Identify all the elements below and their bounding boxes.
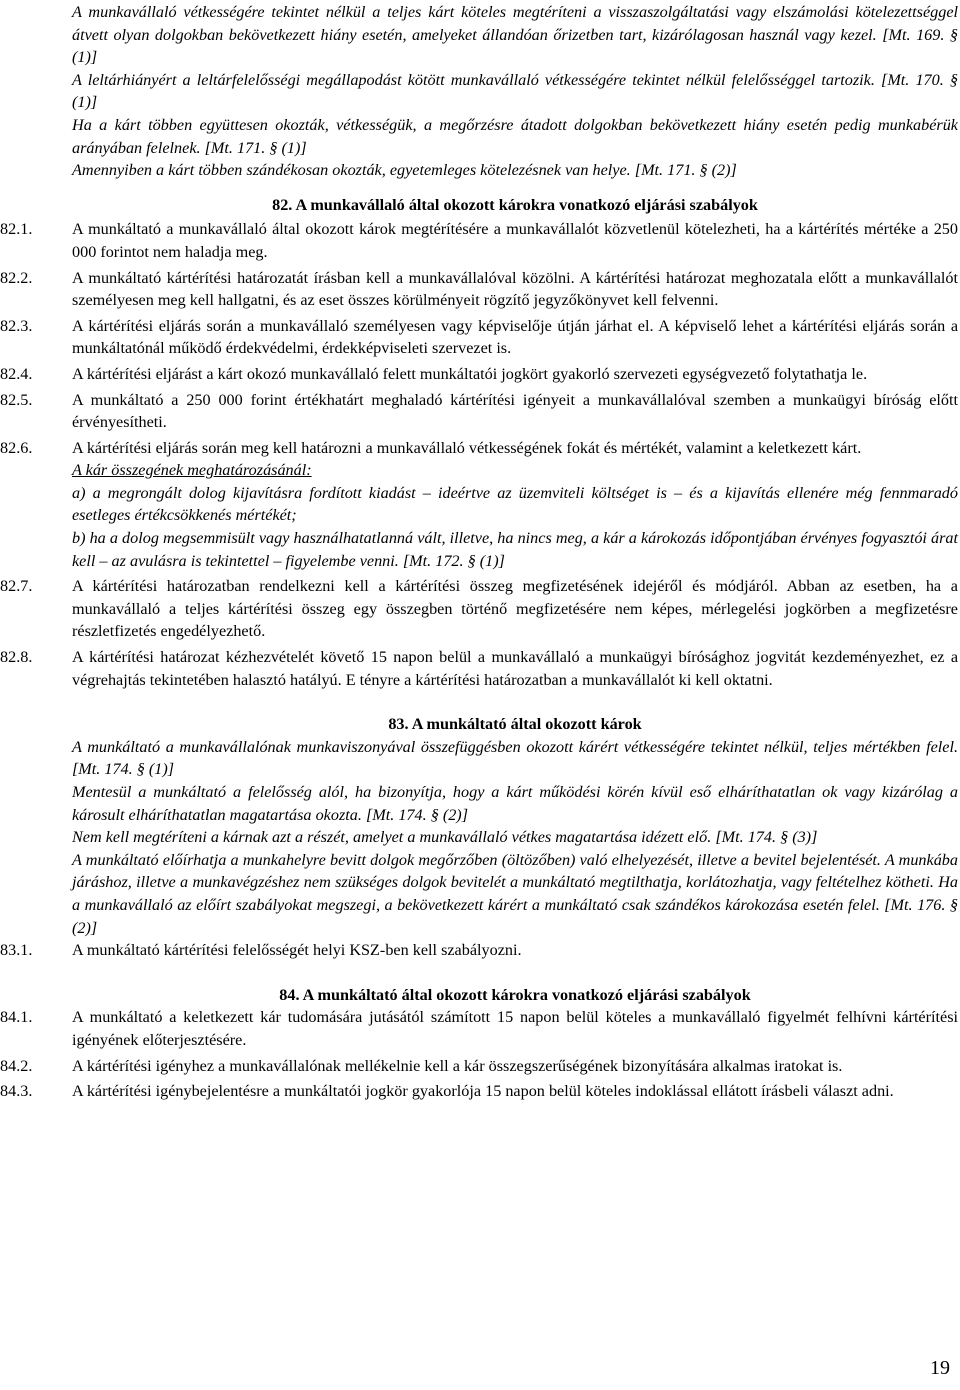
- item-text: A kártérítési eljárást a kárt okozó munkavállaló felett munkáltatói jogkört gyakorló szervezeti egységvezető folytathatja le.: [72, 364, 868, 383]
- list-item: [0, 363, 958, 386]
- section-82-items: [0, 218, 958, 691]
- legal-reference: [Mt. 170. § (1)]: [72, 70, 958, 112]
- item-number: 84.2.: [0, 1056, 33, 1075]
- intro-block: [72, 1, 958, 182]
- section-83-heading: 83. A munkáltató által okozott károk: [388, 715, 642, 734]
- item-number: 82.2.: [0, 268, 33, 287]
- section-84-heading: 84. A munkáltató által okozott károkra vonatkozó eljárási szabályok: [279, 985, 751, 1004]
- damage-point-a: a) a megrongált dolog kijavításra fordított kiadást – ideértve az üzemviteli költséget is – és a kijavítás ellenére még fennmaradó esetleges értékcsökkenés mértékét;: [72, 483, 958, 525]
- list-item: [0, 575, 958, 643]
- item-number: 82.8.: [0, 648, 33, 667]
- item-text: A kártérítési határozat kézhezvételét követő 15 napon belül a munkavállaló a munkaügyi bírósághoz jogvitát kezdeményezhet, ez a végrehajtás tekintetében halasztó hatályú. E tényre a kártérítési határozatban a munkavállalót ki kell oktatni.: [72, 648, 958, 689]
- damage-intro: A kár összegének meghatározásánál:: [72, 461, 312, 480]
- legal-reference: [Mt. 171. § (2)]: [634, 161, 737, 180]
- damage-point-b: b) ha a dolog megsemmisült vagy használhatatlanná vált, illetve, ha nincs meg, a kár a károkozás időpontjában érvényes fogyasztói árat kell – az avulásra is tekintettel – figyelembe venni. [Mt. 172. § (1)]: [72, 529, 958, 570]
- list-item: [0, 267, 958, 312]
- legal-reference: [Mt. 172. § (1)]: [402, 551, 505, 570]
- intro-paragraph-2: A leltárhiányért a leltárfelelősségi megállapodást kötött munkavállaló vétkességére tekintet nélkül felelősséggel tartozik. [Mt. 170. § (1)]: [72, 70, 958, 112]
- item-number: 82.4.: [0, 364, 33, 383]
- intro-paragraph-1: A munkavállaló vétkességére tekintet nélkül a teljes kárt köteles megtéríteni a visszaszolgáltatási vagy elszámolási kötelezettséggel átvett olyan dolgokban bekövetkezett hiány esetén, amelyeket állandóan őrizetben tart, kizárólagosan használ vagy kezel. [Mt. 169. § (1)]: [72, 3, 959, 67]
- item-text: A kártérítési igénybejelentésre a munkáltatói jogkör gyakorlója 15 napon belül köteles indoklással ellátott írásbeli választ adni.: [72, 1082, 894, 1101]
- section-83-paragraph: Mentesül a munkáltató a felelősség alól, ha bizonyítja, hogy a kárt működési körén kívül eső elháríthatatlan ok vagy kizárólag a károsult elháríthatatlan magatartása okozta. [Mt. 174. § (2)]: [72, 783, 958, 824]
- list-item: [0, 315, 958, 360]
- list-item: [0, 389, 958, 434]
- legal-reference: [Mt. 169. § (1)]: [72, 25, 959, 67]
- intro-paragraph-3: Ha a kárt többen együttesen okozták, vétkességük, a megőrzésre átadott dolgokban bekövetkezett hiány esetén pedig munkabérük arányában felelnek. [Mt. 171. § (1)]: [72, 115, 958, 157]
- section-83-paragraph: Nem kell megtéríteni a kárnak azt a részét, amelyet a munkavállaló vétkes magatartása idézett elő. [Mt. 174. § (3)]: [72, 828, 818, 847]
- section-82-heading: 82. A munkavállaló által okozott károkra vonatkozó eljárási szabályok: [272, 195, 758, 214]
- list-item: [0, 939, 958, 962]
- item-number: 82.3.: [0, 316, 33, 335]
- section-83-paragraph: A munkáltató a munkavállalónak munkaviszonyával összefüggésben okozott kárért vétkességére tekintet nélkül, teljes mértékben felel. [Mt. 174. § (1)]: [72, 737, 958, 779]
- item-text: A munkáltató kártérítési határozatát írásban kell a munkavállalóval közölni. A kártérítési határozat meghozatala előtt a munkavállalót személyesen meg kell hallgatni, és az eset összes körülményeit rögzítő jegyzőkönyvet kell felvenni.: [72, 268, 958, 310]
- list-item: [0, 1055, 958, 1078]
- item-text: A kártérítési igényhez a munkavállalónak mellékelnie kell a kár összegszerűségének bizonyítására alkalmas iratokat is.: [72, 1056, 843, 1075]
- item-number: 82.5.: [0, 390, 33, 409]
- item-number: 83.1.: [0, 941, 33, 960]
- item-number: 82.1.: [0, 220, 33, 239]
- item-number: 84.3.: [0, 1082, 33, 1101]
- list-item: [0, 1006, 958, 1051]
- item-number: 84.1.: [0, 1008, 33, 1027]
- section-83-body: [0, 736, 958, 962]
- legal-reference: [Mt. 174. § (3)]: [715, 828, 818, 847]
- page-number: 19: [930, 1357, 950, 1379]
- intro-paragraph-4: Amennyiben a kárt többen szándékosan okozták, egyetemleges kötelezésnek van helye. [Mt. 171. § (2)]: [72, 161, 737, 180]
- list-item: [0, 1080, 958, 1103]
- list-item: [0, 437, 958, 460]
- section-84-items: [0, 1006, 958, 1102]
- item-text: A munkáltató a keletkezett kár tudomására jutásától számított 15 napon belül köteles a munkavállaló figyelmét felhívni kártérítési igényének előterjesztésére.: [72, 1008, 958, 1049]
- item-text: A kártérítési eljárás során a munkavállaló személyesen vagy képviselője útján járhat el. A képviselő lehet a kártérítési eljárás során a munkáltatónál működő érdekvédelmi, érdekképviseleti szervezet is.: [72, 316, 958, 358]
- item-text: A munkáltató a 250 000 forint értékhatárt meghaladó kártérítési igényeit a munkavállalóval szemben a munkaügyi bíróság előtt érvényesítheti.: [72, 390, 958, 432]
- item-text: A munkáltató kártérítési felelősségét helyi KSZ-ben kell szabályozni.: [72, 941, 522, 960]
- legal-reference: [Mt. 176. § (2)]: [72, 895, 958, 937]
- item-text: A munkáltató a munkavállaló által okozott károk megtérítésére a munkavállalót közvetlenül kötelezheti, ha a kártérítés mértéke a 250 000 forintot nem haladja meg.: [72, 220, 958, 261]
- item-number: 82.6.: [0, 438, 33, 457]
- list-item: [0, 218, 958, 263]
- item-text: A kártérítési eljárás során meg kell határozni a munkavállaló vétkességének fokát és mértékét, valamint a keletkezett kárt.: [72, 438, 862, 457]
- legal-reference: [Mt. 171. § (1)]: [204, 138, 307, 157]
- list-item: [0, 646, 958, 691]
- item-text: A kártérítési határozatban rendelkezni kell a kártérítési összeg megfizetésének idejéről és módjáról. Abban az esetben, ha a munkavállaló a teljes kártérítési összeg egy összegben történő megfizetésére nem képes, mérlegelési jogkörben a megfizetésre részletfizetés engedélyezhető.: [72, 577, 958, 641]
- section-83-paragraph: A munkáltató előírhatja a munkahelyre bevitt dolgok megőrzőben (öltözőben) való elhelyezését, illetve a bevitel bejelentését. A munkába járáshoz, illetve a munkavégzéshez nem szükséges dolgok bevitelét a munkáltató megtilthatja, korlátozhatja, vagy feltételhez kötheti. Ha a munkavállaló az előírt szabályokat megszegi, a bekövetkezett kárért a munkáltató csak szándékos károkozása esetén felel. [Mt. 176. § (2)]: [72, 850, 958, 937]
- legal-reference: [Mt. 174. § (1)]: [72, 760, 175, 779]
- item-number: 82.7.: [0, 577, 33, 596]
- legal-reference: [Mt. 174. § (2)]: [365, 805, 469, 824]
